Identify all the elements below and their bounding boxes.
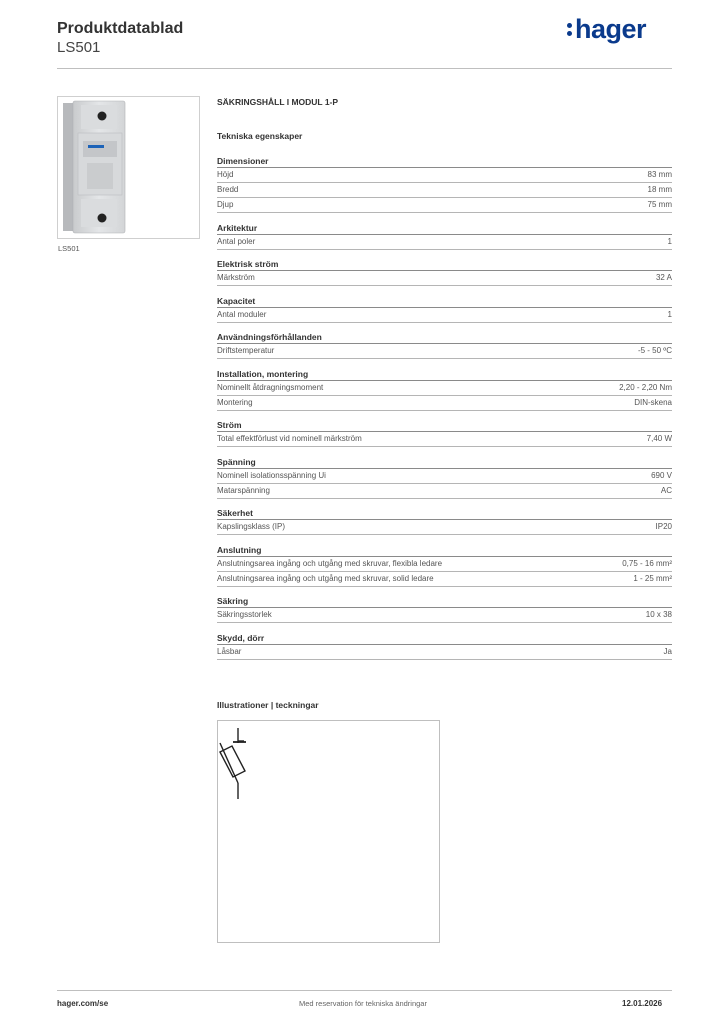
- spec-label: Bredd: [217, 185, 239, 194]
- spec-label: Kapslingsklass (IP): [217, 522, 286, 531]
- spec-value: AC: [660, 485, 672, 495]
- product-name: SÄKRINGSHÅLL I MODUL 1-P: [217, 97, 339, 107]
- spec-value: 690 V: [651, 470, 672, 480]
- footer-date: 12.01.2026: [622, 999, 663, 1008]
- spec-label: Antal moduler: [217, 309, 267, 319]
- spec-row: [217, 271, 672, 286]
- spec-group: [217, 419, 672, 447]
- spec-label: Anslutningsarea ingång och utgång med skruvar, flexibla ledare: [217, 558, 443, 568]
- spec-label: Låsbar: [217, 646, 242, 656]
- spec-label: Matarspänning: [217, 485, 270, 495]
- page-title: Produktdatablad: [57, 20, 184, 37]
- header-divider: [57, 68, 672, 69]
- spec-label: Höjd: [217, 170, 234, 179]
- spec-row: [217, 235, 672, 250]
- spec-row: [217, 198, 672, 213]
- spec-group-title: Installation, montering: [217, 368, 672, 381]
- product-image-caption: LS501: [58, 244, 80, 253]
- spec-label: Nominell isolationsspänning Ui: [217, 470, 326, 480]
- footer-divider: [57, 990, 672, 991]
- spec-value: DIN-skena: [634, 397, 672, 407]
- spec-value: 1 - 25 mm²: [633, 573, 672, 583]
- spec-group: [217, 295, 672, 323]
- spec-group-title: Kapacitet: [217, 295, 672, 308]
- spec-group: [217, 544, 672, 587]
- spec-value: 10 x 38: [645, 610, 672, 619]
- spec-label: Säkringsstorlek: [217, 610, 272, 619]
- fuse-symbol-icon: [218, 721, 439, 942]
- spec-value: -5 - 50 ºC: [637, 346, 672, 355]
- spec-label: Märkström: [217, 273, 255, 282]
- spec-table: [217, 155, 672, 668]
- spec-value: IP20: [655, 522, 672, 531]
- spec-row: [217, 484, 672, 499]
- illustrations-heading: Illustrationer | teckningar: [217, 700, 319, 710]
- spec-group-title: Elektrisk ström: [217, 258, 672, 271]
- spec-row: [217, 168, 672, 183]
- spec-group-title: Säkerhet: [217, 507, 672, 520]
- spec-label: Nominellt åtdragningsmoment: [217, 382, 324, 392]
- spec-value: 2,20 - 2,20 Nm: [619, 382, 672, 392]
- spec-value: 0,75 - 16 mm²: [622, 558, 672, 568]
- spec-row: [217, 557, 672, 572]
- spec-label: Montering: [217, 397, 253, 407]
- product-image: [57, 96, 200, 239]
- logo-text: hager: [575, 14, 647, 44]
- spec-row: [217, 344, 672, 359]
- spec-value: 1: [667, 309, 672, 319]
- spec-row: [217, 608, 672, 623]
- spec-value: 75 mm: [647, 200, 672, 209]
- footer-website-link[interactable]: hager.com/se: [57, 999, 109, 1008]
- footer-disclaimer: Med reservation för tekniska ändringar: [299, 999, 427, 1008]
- spec-label: Djup: [217, 200, 234, 209]
- spec-group-title: Skydd, dörr: [217, 632, 672, 645]
- spec-group-title: Ström: [217, 419, 672, 432]
- spec-value: 7,40 W: [646, 434, 672, 443]
- spec-group-title: Arkitektur: [217, 222, 672, 235]
- spec-group: [217, 222, 672, 250]
- spec-group: [217, 331, 672, 359]
- spec-row: [217, 308, 672, 323]
- product-code: LS501: [57, 39, 101, 56]
- spec-row: [217, 396, 672, 411]
- wiring-diagram: [217, 720, 440, 943]
- spec-group: [217, 456, 672, 499]
- spec-value: Ja: [663, 646, 672, 656]
- spec-group-title: Anslutning: [217, 544, 672, 557]
- hager-logo: [567, 14, 646, 45]
- spec-group: [217, 632, 672, 660]
- spec-row: [217, 520, 672, 535]
- spec-group-title: Säkring: [217, 595, 672, 608]
- spec-group: [217, 368, 672, 411]
- spec-value: 32 A: [655, 273, 672, 282]
- spec-label: Driftstemperatur: [217, 346, 275, 355]
- spec-label: Antal poler: [217, 236, 256, 246]
- spec-group: [217, 155, 672, 213]
- spec-group-title: Användningsförhållanden: [217, 331, 672, 344]
- spec-label: Total effektförlust vid nominell märkström: [217, 434, 362, 443]
- spec-group: [217, 595, 672, 623]
- spec-value: 1: [667, 236, 672, 246]
- spec-group-title: Dimensioner: [217, 155, 672, 168]
- spec-label: Anslutningsarea ingång och utgång med skruvar, solid ledare: [217, 573, 434, 583]
- spec-row: [217, 183, 672, 198]
- spec-group: [217, 507, 672, 535]
- logo-dots-icon: [567, 21, 573, 37]
- spec-value: 83 mm: [647, 170, 672, 179]
- spec-group: [217, 258, 672, 286]
- spec-group-title: Spänning: [217, 456, 672, 469]
- spec-row: [217, 572, 672, 587]
- spec-value: 18 mm: [647, 185, 672, 194]
- spec-row: [217, 645, 672, 660]
- tech-specs-heading: Tekniska egenskaper: [217, 131, 303, 141]
- spec-row: [217, 381, 672, 396]
- fuse-holder-product-icon: [58, 97, 199, 238]
- spec-row: [217, 432, 672, 447]
- spec-row: [217, 469, 672, 484]
